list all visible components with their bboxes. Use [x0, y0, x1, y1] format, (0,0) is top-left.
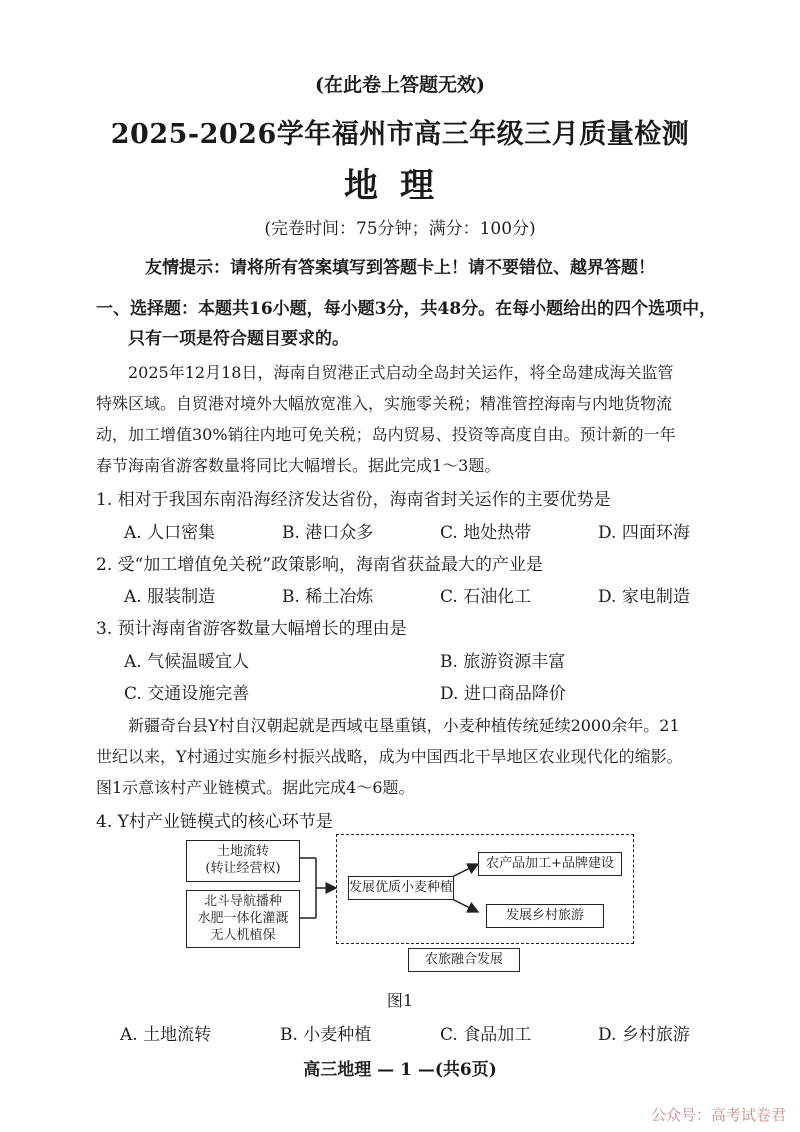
passage1-line: 动，加工增值30%销往内地可免关税；岛内贸易、投资等高度自由。预计新的一年	[96, 425, 676, 444]
tech-label-2: 水肥一体化灌溉	[197, 911, 289, 926]
tourism-box: 发展乡村旅游	[486, 904, 604, 928]
land-transfer-sublabel: (转让经营权)	[205, 861, 281, 876]
figure-caption: 图1	[386, 991, 414, 1010]
passage1-line: 2025年12月18日，海南自贸港正式启动全岛封关运作，将全岛建成海关监管	[128, 363, 674, 382]
question-1-option-c: C. 地处热带	[440, 523, 532, 543]
subject-title: 地理	[344, 166, 456, 206]
question-3-option-a: A. 气候温暖宜人	[124, 652, 250, 672]
land-transfer-label: 土地流转	[216, 844, 269, 859]
passage2-line: 图1示意该村产业链模式。据此完成4～6题。	[96, 778, 415, 797]
watermark: 公众号：高考试卷君	[650, 1106, 786, 1124]
figure-1-diagram	[180, 832, 640, 982]
question-2-option-b: B. 稀土冶炼	[282, 587, 374, 607]
question-3-option-d: D. 进口商品降价	[440, 684, 566, 704]
question-1-option-a: A. 人口密集	[124, 523, 216, 543]
invalid-notice: (在此卷上答题无效)	[315, 74, 485, 96]
time-info: (完卷时间：75分钟；满分：100分)	[264, 219, 536, 239]
question-4-option-c: C. 食品加工	[440, 1025, 532, 1045]
question-4-option-a: A. 土地流转	[120, 1025, 212, 1045]
reminder: 友情提示：请将所有答案填写到答题卡上！请不要错位、越界答题！	[145, 258, 655, 278]
question-4-option-d: D. 乡村旅游	[598, 1025, 690, 1045]
page-footer: 高三地理 — 1 —(共6页)	[303, 1060, 497, 1080]
section-heading-line1: 一、选择题：本题共16小题，每小题3分，共48分。在每小题给出的四个选项中，	[96, 299, 717, 319]
passage1-line: 特殊区域。自贸港对境外大幅放宽准入，实施零关税；精准管控海南与内地货物流	[96, 394, 673, 413]
question-2-option-a: A. 服装制造	[124, 587, 216, 607]
question-3-stem: 3. 预计海南省游客数量大幅增长的理由是	[96, 619, 407, 639]
tech-label-3: 无人机植保	[210, 928, 276, 943]
question-2-stem: 2. 受“加工增值免关税”政策影响，海南省获益最大的产业是	[96, 555, 544, 575]
exam-title: 2025-2026学年福州市高三年级三月质量检测	[110, 119, 690, 150]
question-1-option-d: D. 四面环海	[598, 523, 690, 543]
technology-box	[186, 890, 300, 948]
passage1-line: 春节海南省游客数量将同比大幅增长。据此完成1～3题。	[96, 456, 501, 475]
question-1-stem: 1. 相对于我国东南沿海经济发达省份，海南省封关运作的主要优势是	[96, 490, 611, 510]
passage2-line: 新疆奇台县Y村自汉朝起就是西域屯垦重镇，小麦种植传统延续2000余年。21	[128, 716, 680, 735]
question-3-option-b: B. 旅游资源丰富	[440, 652, 566, 672]
question-2-option-c: C. 石油化工	[440, 587, 532, 607]
question-1-option-b: B. 港口众多	[282, 523, 374, 543]
question-2-option-d: D. 家电制造	[598, 587, 690, 607]
question-3-option-c: C. 交通设施完善	[124, 684, 250, 704]
land-transfer-box	[186, 840, 300, 882]
question-4-stem: 4. Y村产业链模式的核心环节是	[96, 812, 333, 832]
wheat-planting-box: 发展优质小麦种植	[348, 876, 454, 900]
section-heading-line2: 只有一项是符合题目要求的。	[128, 329, 349, 349]
passage2-line: 世纪以来，Y村通过实施乡村振兴战略，成为中国西北干旱地区农业现代化的缩影。	[96, 747, 683, 766]
question-4-option-b: B. 小麦种植	[280, 1025, 372, 1045]
tech-label-1: 北斗导航播种	[203, 894, 282, 909]
processing-box: 农产品加工+品牌建设	[478, 852, 622, 876]
integration-box: 农旅融合发展	[408, 948, 520, 972]
